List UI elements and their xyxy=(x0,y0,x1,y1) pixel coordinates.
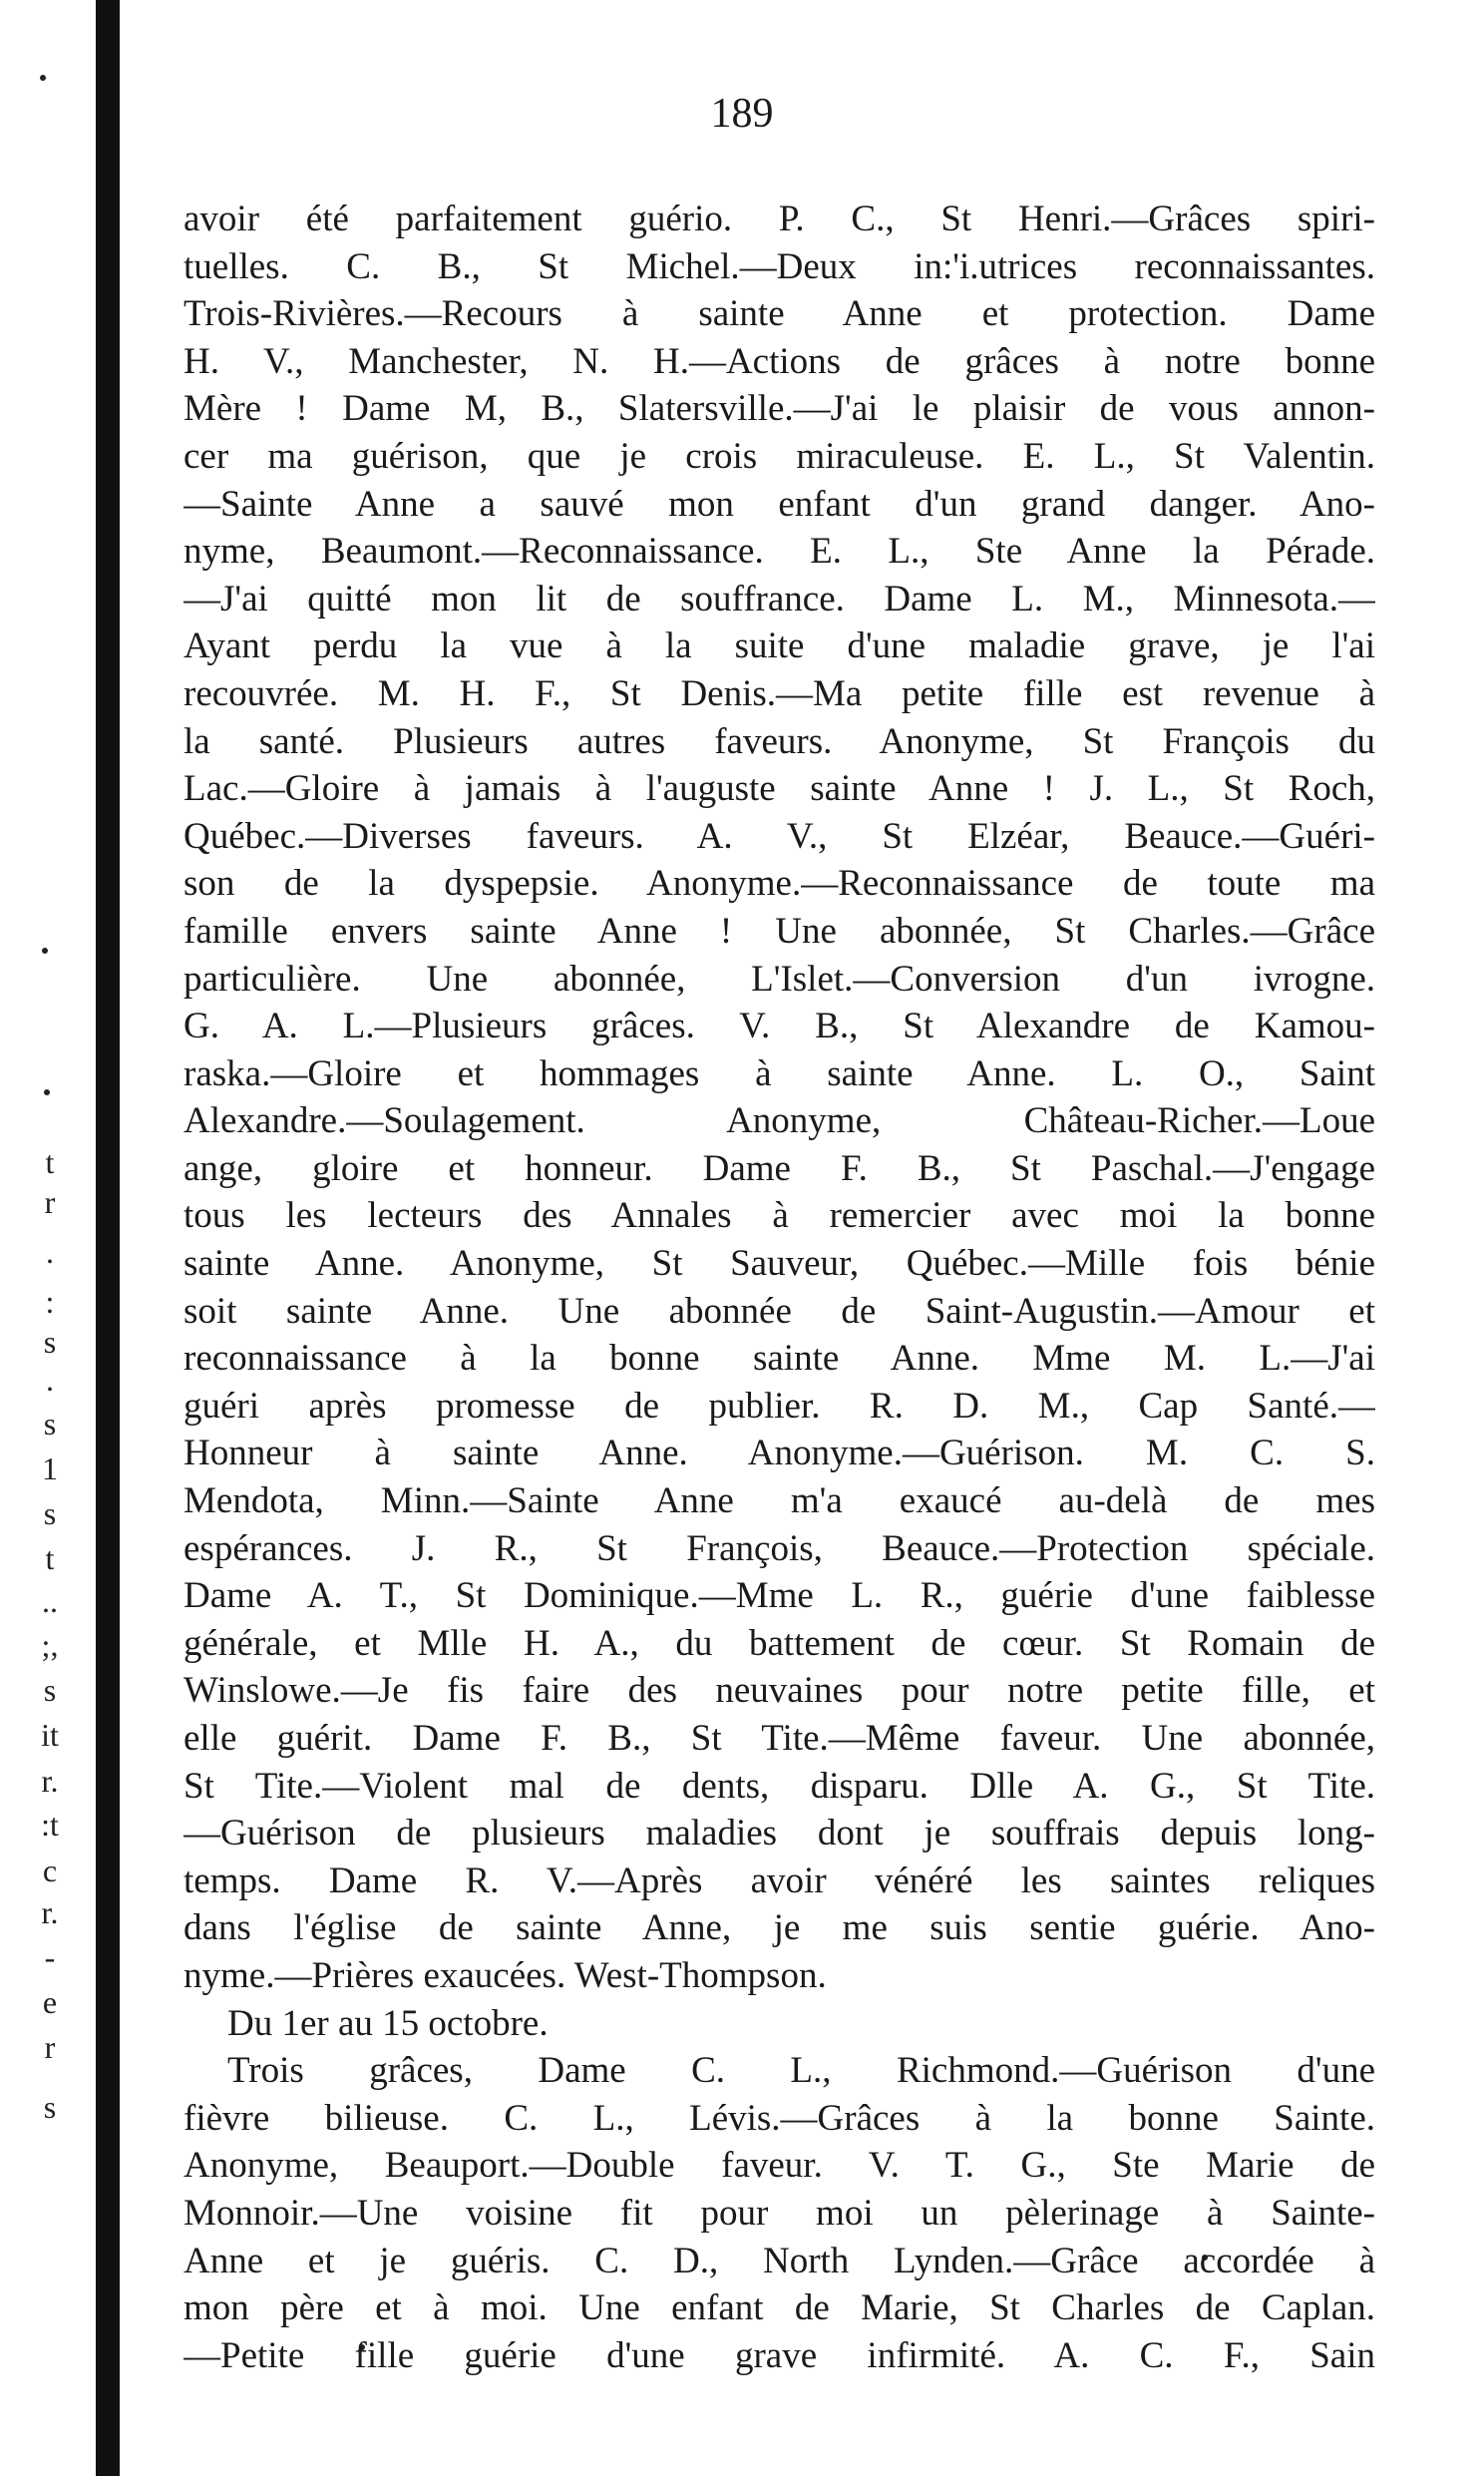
margin-mark: : xyxy=(45,1284,55,1320)
body-text xyxy=(184,196,1375,2379)
margin-mark: s xyxy=(43,1672,57,1708)
print-speck xyxy=(44,1089,50,1095)
left-margin-bleed xyxy=(30,0,70,2476)
text-line: nyme, Beaumont.—Reconnaissance. E. L., Ste Anne la Pérade. xyxy=(184,531,1375,573)
text-line: particulière. Une abonnée, L'Islet.—Conversion d'un ivrogne. xyxy=(184,958,1375,1000)
margin-mark: s xyxy=(43,1495,57,1531)
margin-mark: :t xyxy=(41,1807,59,1843)
text-line: —Guérison de plusieurs maladies dont je souffrais depuis long- xyxy=(184,1813,1375,1855)
text-line: mon père et à moi. Une enfant de Marie, St Charles de Caplan. xyxy=(184,2287,1375,2329)
text-line: générale, et Mlle H. A., du battement de cœur. St Romain de xyxy=(184,1622,1375,1664)
print-speck xyxy=(40,75,46,81)
text-line: tous les lecteurs des Annales à remercier avec moi la bonne xyxy=(184,1195,1375,1237)
text-line: H. V., Manchester, N. H.—Actions de grâces à notre bonne xyxy=(184,340,1375,382)
margin-mark: it xyxy=(41,1717,59,1753)
margin-mark: - xyxy=(44,1939,56,1975)
text-line: temps. Dame R. V.—Après avoir vénéré les saintes reliques xyxy=(184,1859,1375,1901)
text-line: Québec.—Diverses faveurs. A. V., St Elzéar, Beauce.—Guéri- xyxy=(184,815,1375,857)
text-line: elle guérit. Dame F. B., St Tite.—Même faveur. Une abonnée, xyxy=(184,1718,1375,1759)
text-line: raska.—Gloire et hommages à sainte Anne. L. O., Saint xyxy=(184,1052,1375,1094)
text-line: la santé. Plusieurs autres faveurs. Anonyme, St François du xyxy=(184,720,1375,762)
text-line: fièvre bilieuse. C. L., Lévis.—Grâces à la bonne Sainte. xyxy=(184,2097,1375,2139)
text-line: avoir été parfaitement guério. P. C., St Henri.—Grâces spiri- xyxy=(184,199,1375,239)
margin-mark: .. xyxy=(42,1583,58,1619)
text-line: recouvrée. M. H. F., St Denis.—Ma petite fille est revenue à xyxy=(184,672,1375,714)
text-line: Trois-Rivières.—Recours à sainte Anne et protection. Dame xyxy=(184,293,1375,335)
text-line: Honneur à sainte Anne. Anonyme.—Guérison. M. C. S. xyxy=(184,1433,1375,1474)
text-line: espérances. J. R., St François, Beauce.—Protection spéciale. xyxy=(184,1527,1375,1569)
text-line: Trois grâces, Dame C. L., Richmond.—Guérison d'une xyxy=(227,2050,1375,2092)
text-line: ange, gloire et honneur. Dame F. B., St Paschal.—J'engage xyxy=(184,1147,1375,1189)
margin-mark: t xyxy=(45,1144,55,1180)
text-line: —Petite fille guérie d'une grave infirmité. A. C. F., Sain xyxy=(184,2334,1375,2376)
margin-mark: ;, xyxy=(41,1627,59,1663)
text-line: dans l'église de sainte Anne, je me suis sentie guérie. Ano- xyxy=(184,1907,1375,1949)
text-line: Mère ! Dame M, B., Slatersville.—J'ai le plaisir de vous annon- xyxy=(184,388,1375,430)
text-line: famille envers sainte Anne ! Une abonnée, St Charles.—Grâce xyxy=(184,910,1375,952)
text-line: —Sainte Anne a sauvé mon enfant d'un grand danger. Ano- xyxy=(184,483,1375,525)
text-line: Alexandre.—Soulagement. Anonyme, Château-Richer.—Loue xyxy=(184,1100,1375,1142)
text-line: son de la dyspepsie. Anonyme.—Reconnaissance de toute ma xyxy=(184,863,1375,905)
text-line: sainte Anne. Anonyme, St Sauveur, Québec.—Mille fois bénie xyxy=(184,1243,1375,1285)
margin-mark: r. xyxy=(41,1763,59,1799)
margin-mark: s xyxy=(43,1324,57,1360)
text-line: soit sainte Anne. Une abonnée de Saint-Augustin.—Amour et xyxy=(184,1290,1375,1332)
margin-mark: c xyxy=(42,1853,58,1888)
margin-mark: . xyxy=(46,1362,54,1398)
text-line: Monnoir.—Une voisine fit pour moi un pèlerinage à Sainte- xyxy=(184,2192,1375,2234)
margin-mark: r xyxy=(44,1184,56,1220)
text-line: Ayant perdu la vue à la suite d'une maladie grave, je l'ai xyxy=(184,625,1375,667)
margin-mark: s xyxy=(43,2089,57,2125)
margin-mark: . xyxy=(46,1234,54,1270)
text-line: reconnaissance à la bonne sainte Anne. Mme M. L.—J'ai xyxy=(184,1338,1375,1380)
page-number: 189 xyxy=(710,91,774,137)
text-line: Winslowe.—Je fis faire des neuvaines pour notre petite fille, et xyxy=(184,1670,1375,1712)
text-line: Lac.—Gloire à jamais à l'auguste sainte Anne ! J. L., St Roch, xyxy=(184,768,1375,810)
section-heading: Du 1er au 15 octobre. xyxy=(227,2002,549,2044)
margin-mark: t xyxy=(45,1540,55,1576)
text-line: Dame A. T., St Dominique.—Mme L. R., guérie d'une faiblesse xyxy=(184,1575,1375,1617)
text-line: St Tite.—Violent mal de dents, disparu. Dlle A. G., St Tite. xyxy=(184,1765,1375,1807)
margin-mark: r. xyxy=(41,1894,59,1930)
binding-shadow xyxy=(96,0,120,2476)
margin-mark: e xyxy=(42,1984,58,2020)
text-line: Mendota, Minn.—Sainte Anne m'a exaucé au-delà de mes xyxy=(184,1480,1375,1522)
text-line: Anne et je guéris. C. D., North Lynden.—Grâce accordée à xyxy=(184,2240,1375,2281)
text-line: Anonyme, Beauport.—Double faveur. V. T. G., Ste Marie de xyxy=(184,2145,1375,2187)
margin-mark: s xyxy=(43,1406,57,1442)
text-line: G. A. L.—Plusieurs grâces. V. B., St Alexandre de Kamou- xyxy=(184,1006,1375,1047)
text-line: nyme.—Prières exaucées. West-Thompson. xyxy=(184,1954,827,1996)
margin-mark: r xyxy=(44,2029,56,2065)
text-line: cer ma guérison, que je crois miraculeuse. E. L., St Valentin. xyxy=(184,435,1375,477)
text-line: —J'ai quitté mon lit de souffrance. Dame L. M., Minnesota.— xyxy=(184,578,1375,619)
margin-mark: 1 xyxy=(42,1450,58,1486)
text-line: guéri après promesse de publier. R. D. M., Cap Santé.— xyxy=(184,1385,1375,1427)
text-line: tuelles. C. B., St Michel.—Deux in:'i.utrices reconnaissantes. xyxy=(184,245,1375,287)
print-speck xyxy=(42,948,48,954)
